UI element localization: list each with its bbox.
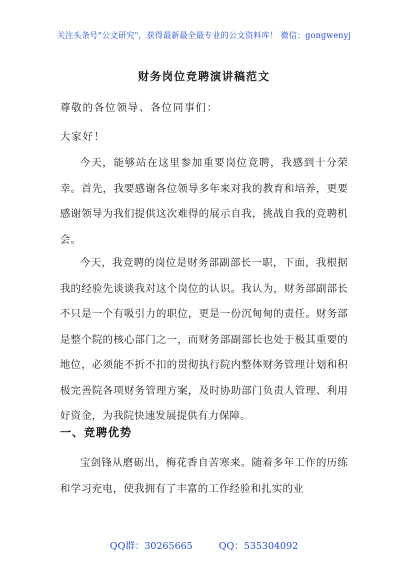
header-promo-note: 关注头条号"公文研究"，获得最新最全最专业的公文资料库！ 微信：gongwenyj <box>56 31 352 40</box>
footer-qq-group: QQ群：30265665 <box>109 541 193 552</box>
footer-contact <box>0 538 408 552</box>
greeting-line: 尊敬的各位领导、各位同事们： <box>60 102 219 114</box>
section-heading: 一、竞聘优势 <box>60 426 132 439</box>
paragraph-advantages: 宝剑锋从磨砺出，梅花香自苦寒来。随着多年工作的历练和学习充电，使我拥有了丰富的工作经验和扎实的业 <box>60 457 348 495</box>
paragraph-intro: 今天，能够站在这里参加重要岗位竞聘，我感到十分荣幸。首先，我要感谢各位领导多年来对我的教育和培养，更要感谢领导为我们提供这次难得的展示自我，挑战自我的竞聘机会。 <box>60 157 348 246</box>
paragraph-role-understanding: 今天，我竞聘的岗位是财务部副部长一职，下面，我根据我的经验先谈谈我对这个岗位的认识。我认为，财务部副部长不只是一个有吸引力的职位，更是一份沉甸甸的责任。财务部是整个院的核心部门之一，而财务部副部长也处于极其重要的地位，必须能不折不扣的贯彻执行院内整体财务管理计划和积极完善院各项财务管理方案，及时协助部门负责人管理、利用好资金，为我院快速发展提供有力保障。 <box>60 257 348 422</box>
hello-line: 大家好！ <box>60 131 106 143</box>
document-title: 财务岗位竞聘演讲稿范文 <box>138 70 270 83</box>
footer-qq: QQ：535304092 <box>218 541 299 552</box>
